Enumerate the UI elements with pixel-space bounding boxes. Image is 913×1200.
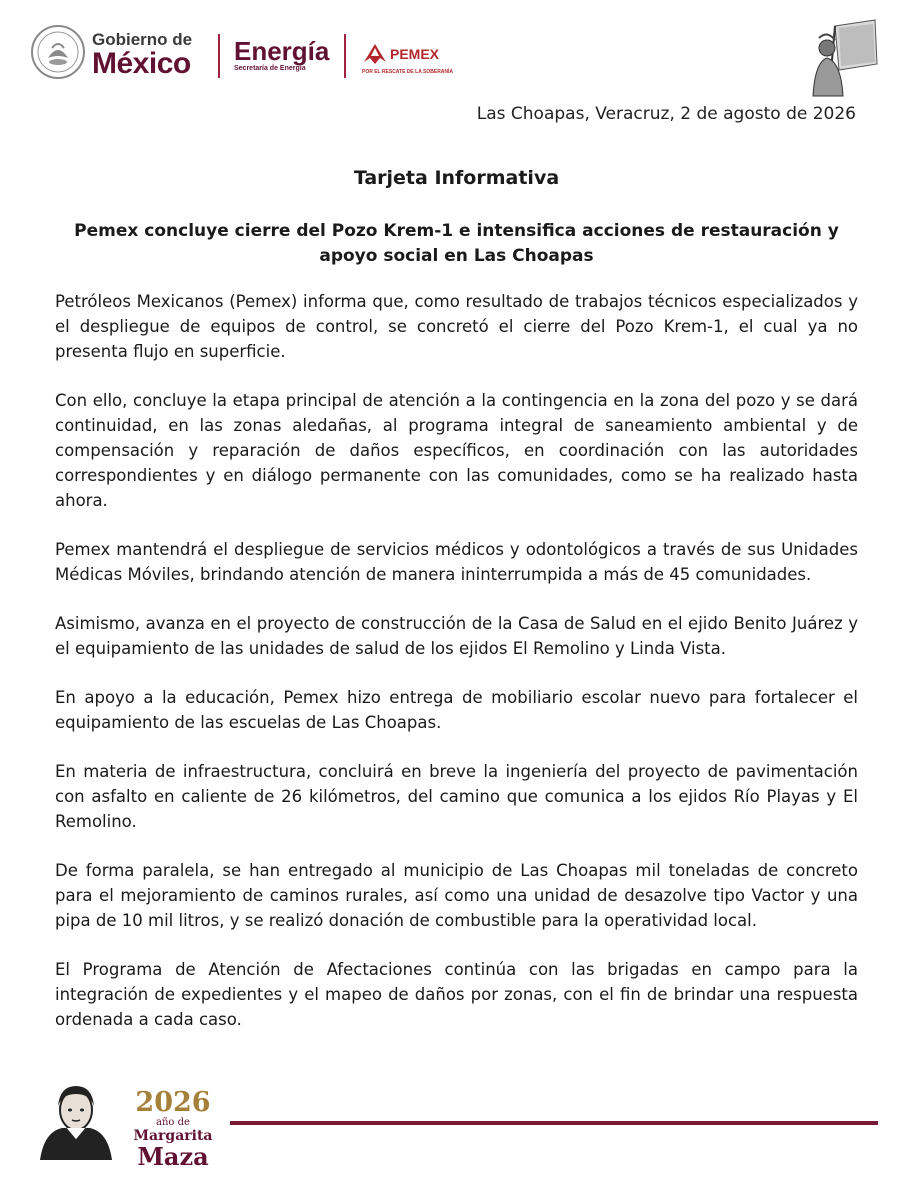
headline: Pemex concluye cierre del Pozo Krem-1 e intensifica acciones de restauración y apoyo social en Las Choapas [74, 221, 839, 266]
gobierno-de-mexico-logo [92, 31, 192, 79]
year-name-first: Margarita [133, 1128, 213, 1144]
paragraph: Con ello, concluye la etapa principal de atención a la contingencia en la zona del pozo y se dará continuidad, en las zonas aledañas, al programa integral de saneamiento ambiental y de compensación y reparación de daños específicos, en coordinación con las autoridades correspondientes y en diálogo permanente con las comunidades, como se ha realizado hasta ahora. [55, 391, 858, 510]
year-emblem [118, 1089, 228, 1170]
energia-sub-label: Secretaría de Energía [234, 65, 306, 72]
paragraph: El Programa de Atención de Afectaciones continúa con las brigadas en campo para la integración de expedientes y el mapeo de daños por zonas, con el fin de brindar una respuesta ordenada a cada caso. [55, 960, 858, 1029]
mexico-label: México [92, 47, 191, 80]
document-body [55, 289, 858, 1056]
gobierno-label: Gobierno de [92, 30, 193, 49]
energia-label: Energía [234, 36, 330, 66]
year-number: 2026 [135, 1087, 211, 1118]
document-title: Tarjeta Informativa [353, 167, 560, 189]
mexico-seal-icon [30, 24, 86, 80]
header-logos [30, 24, 890, 94]
paragraph: Pemex mantendrá el despliegue de servicios médicos y odontológicos a través de sus Unidades Médicas Móviles, brindando atención de manera ininterrumpida a más de 45 comunidades. [55, 540, 858, 584]
paragraph: Petróleos Mexicanos (Pemex) informa que, como resultado de trabajos técnicos especializados y el despliegue de equipos de control, se concretó el cierre del Pozo Krem-1, el cual ya no presenta flujo en superficie. [55, 292, 858, 361]
energia-logo [234, 38, 329, 72]
logo-divider [218, 34, 220, 78]
paragraph: De forma paralela, se han entregado al municipio de Las Choapas mil toneladas de concreto para el mejoramiento de caminos rurales, así como una unidad de desazolve tipo Vactor y una pipa de 10 mil litros, y se realizó donación de combustible para la operatividad local. [55, 861, 858, 930]
margarita-maza-portrait-icon [36, 1080, 116, 1160]
footer-divider [230, 1121, 878, 1125]
paragraph: Asimismo, avanza en el proyecto de construcción de la Casa de Salud en el ejido Benito Juárez y el equipamiento de las unidades de salud de los ejidos El Remolino y Linda Vista. [55, 614, 858, 658]
paragraph: En materia de infraestructura, concluirá en breve la ingeniería del proyecto de pavimentación con asfalto en caliente de 26 kilómetros, del camino que comunica a los ejidos Río Playas y El Remolino. [55, 762, 858, 831]
pemex-sub-label: POR EL RESCATE DE LA SOBERANÍA [362, 69, 454, 75]
pemex-eagle-icon [362, 42, 388, 66]
year-name-last: Maza [137, 1142, 209, 1171]
place-and-date: Las Choapas, Veracruz, 2 de agosto de 2026 [476, 104, 856, 124]
paragraph: En apoyo a la educación, Pemex hizo entrega de mobiliario escolar nuevo para fortalecer el equipamiento de las escuelas de Las Choapas. [55, 688, 858, 732]
heroine-flag-illustration-icon [805, 18, 881, 98]
logo-divider [344, 34, 346, 78]
year-subtitle: año de [156, 1117, 190, 1128]
pemex-label: PEMEX [390, 46, 440, 62]
